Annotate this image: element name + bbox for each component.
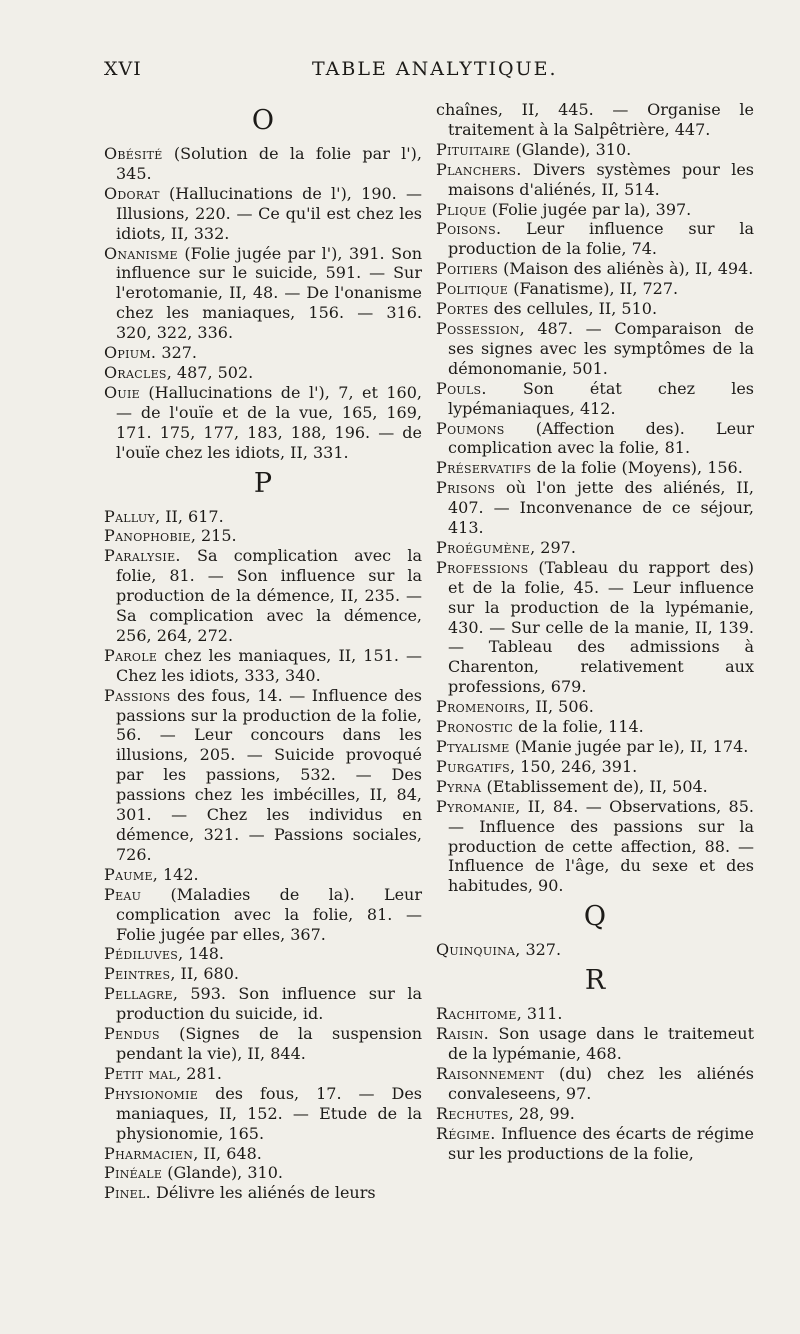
- entry-text: , 311.: [516, 1004, 563, 1024]
- entry-headword: Palluy: [104, 506, 156, 526]
- index-entry: [104, 1024, 422, 1064]
- entry-text: , 487. — Comparaison de ses signes avec les symptômes de la démonomanie, 501.: [448, 318, 754, 378]
- index-entry: [104, 1084, 422, 1144]
- entry-text: (Signes de la suspension pendant la vie), II, 844.: [116, 1024, 422, 1063]
- entry-text: Délivre les aliénés de leurs: [150, 1183, 376, 1203]
- entry-text: (Etablissement de), II, 504.: [481, 776, 708, 796]
- entry-text: Son usage dans le traitemeut de la lypémanie, 468.: [448, 1024, 754, 1063]
- index-entry: [104, 1144, 422, 1164]
- entry-text: , 150, 246, 391.: [510, 756, 638, 776]
- entry-text: (Folie jugée par l'), 391. Son influence sur le suicide, 591. — Sur l'erotomanie, II, 48. — De l'onanisme chez les maniaques, 156. — 316. 320, 322, 336.: [116, 243, 422, 343]
- entry-headword: Politique: [436, 279, 509, 299]
- entry-text: (Fanatisme), II, 727.: [508, 279, 679, 299]
- entry-headword: Promenoirs: [436, 697, 526, 717]
- entry-text: (Hallucinations de l'), 190. — Illusions, 220. — Ce qu'il est chez les idiots, II, 332.: [116, 183, 422, 243]
- section-letter: O: [251, 105, 275, 136]
- index-entry: [436, 777, 754, 797]
- entry-text: , II, 648.: [193, 1143, 262, 1163]
- index-entry: [436, 717, 754, 737]
- entry-text: (Solution de la folie par l'), 345.: [116, 144, 422, 183]
- entry-text: des fous, 17. — Des maniaques, II, 152. — Etude de la physionomie, 165.: [116, 1083, 422, 1143]
- entry-headword: Obésité: [104, 144, 163, 163]
- left-column: [104, 100, 422, 1203]
- index-entry: [436, 940, 754, 960]
- right-column: [436, 100, 754, 1163]
- index-entry: [436, 538, 754, 558]
- entry-text: de la folie (Moyens), 156.: [531, 458, 743, 478]
- entry-headword: Plique: [436, 199, 487, 219]
- entry-text: , 215.: [190, 526, 237, 546]
- entry-text: chaînes, II, 445. — Organise le traitement à la Salpêtrière, 447.: [436, 100, 754, 139]
- entry-headword: Onanisme: [104, 243, 178, 263]
- entry-text: , II, 680.: [170, 964, 239, 984]
- index-entry: [436, 100, 754, 140]
- index-entry: [104, 984, 422, 1024]
- index-entry: [436, 299, 754, 319]
- entry-headword: Peau: [104, 884, 142, 904]
- entry-text: (Maison des aliénès à), II, 494.: [498, 259, 754, 279]
- entry-headword: Passions: [104, 685, 171, 705]
- index-entry: [104, 244, 422, 344]
- entry-headword: Quinquina: [436, 940, 516, 960]
- index-entry: [104, 343, 422, 363]
- entry-headword: Parole: [104, 645, 158, 665]
- index-entry: [104, 363, 422, 383]
- entry-text: de la folie, 114.: [513, 717, 644, 737]
- index-entry: [436, 478, 754, 538]
- entry-text: (Folie jugée par la), 397.: [486, 199, 692, 219]
- entry-headword: Pyrna: [436, 776, 482, 796]
- entry-text: , 142.: [152, 864, 199, 884]
- entry-text: (Affection des). Leur complication avec la folie, 81.: [448, 418, 754, 458]
- section-letter: P: [253, 467, 273, 499]
- entry-headword: Purgatifs: [436, 756, 510, 776]
- entry-text: Influence des écarts de régime sur les productions de la folie,: [448, 1123, 754, 1163]
- section-letter: Q: [583, 901, 607, 933]
- entry-headword: Raisin.: [436, 1024, 490, 1044]
- entry-text: où l'on jette des aliénés, II, 407. — Inconvenance de ce séjour, 413.: [448, 478, 754, 538]
- running-head: [0, 58, 800, 88]
- entry-text: , II, 84. — Observations, 85. — Influence des passions sur la production de cette affection, 88. — Influence de l'âge, du sexe et des habitudes, 90.: [448, 796, 754, 896]
- index-entry: [436, 219, 754, 259]
- index-entry: [104, 526, 422, 546]
- entry-headword: Physionomie: [104, 1083, 199, 1103]
- entry-headword: Possession: [436, 318, 520, 338]
- entry-headword: Rachitome: [436, 1004, 517, 1024]
- entry-headword: Pellagre: [104, 984, 173, 1004]
- entry-headword: Oracles: [104, 362, 167, 382]
- entry-text: Leur influence sur la production de la folie, 74.: [448, 219, 754, 259]
- entry-text: , 28, 99.: [508, 1103, 575, 1123]
- entry-headword: Pyromanie: [436, 796, 516, 816]
- entry-headword: Opium.: [104, 343, 157, 363]
- index-entry: [104, 1163, 422, 1183]
- entry-text: (Hallucinations de l'), 7, et 160, — de l'ouïe et de la vue, 165, 169, 171. 175, 177, 183, 188, 196. — de l'ouïe chez les idiots, II, 331.: [116, 382, 422, 462]
- index-entry: [436, 797, 754, 897]
- index-entry: [436, 558, 754, 697]
- entry-headword: Pituitaire: [436, 139, 511, 159]
- index-entry: [104, 507, 422, 527]
- entry-text: , 593. Son influence sur la production du suicide, id.: [116, 984, 422, 1024]
- index-entry: [104, 686, 422, 865]
- index-entry: [436, 1064, 754, 1104]
- entry-text: , 297.: [530, 537, 576, 557]
- index-entry: [436, 737, 754, 757]
- section-letter: R: [584, 965, 606, 997]
- entry-headword: Ouie: [104, 382, 140, 402]
- entry-headword: Proégumène: [436, 537, 531, 557]
- entry-headword: Pinéale: [104, 1163, 163, 1183]
- entry-headword: Poisons.: [436, 219, 502, 239]
- entry-headword: Poumons: [436, 418, 505, 438]
- index-entry: [104, 865, 422, 885]
- entry-headword: Ptyalisme: [436, 737, 510, 756]
- entry-text: Son état chez les lypémaniaques, 412.: [448, 378, 754, 418]
- index-entry: [104, 646, 422, 686]
- index-entry: [104, 383, 422, 463]
- entry-text: (Glande), 310.: [510, 139, 632, 159]
- entry-headword: Pharmacien: [104, 1143, 194, 1163]
- index-entry: [104, 184, 422, 244]
- entry-text: des fous, 14. — Influence des passions sur la production de la folie, 56. — Leur concours dans les illusions, 205. — Suicide provoqué par les passions, 532. — Des passions chez les imbécilles, II, 84, 301. — Chez les individus en démence, 321. — Passions sociales, 726.: [116, 685, 422, 864]
- entry-text: , 327.: [515, 940, 562, 960]
- entry-headword: Prisons: [436, 478, 496, 498]
- index-entry: [436, 379, 754, 419]
- entry-headword: Poitiers: [436, 259, 499, 279]
- entry-headword: Portes: [436, 299, 489, 319]
- index-entry: [436, 1004, 754, 1024]
- entry-headword: Odorat: [104, 183, 160, 203]
- entry-text: (Tableau du rapport des) et de la folie, 45. — Leur influence sur la production de la lypémanie, 430. — Sur celle de la manie, II, 139. — Tableau des admissions à Charenton, relativement aux professions, 679.: [448, 557, 754, 697]
- running-title: TABLE ANALYTIQUE.: [312, 58, 558, 80]
- entry-headword: Régime.: [436, 1123, 496, 1143]
- index-entry: [104, 964, 422, 984]
- index-entry: [436, 757, 754, 777]
- entry-text: , II, 617.: [155, 506, 224, 526]
- entry-headword: Planchers.: [436, 159, 522, 179]
- entry-text: (du) chez les aliénés convaleseens, 97.: [448, 1063, 754, 1103]
- entry-text: 327.: [156, 343, 198, 363]
- entry-headword: Peintres: [104, 964, 171, 984]
- entry-headword: Professions: [436, 557, 529, 577]
- entry-headword: Pronostic: [436, 717, 514, 737]
- index-entry: [436, 419, 754, 459]
- entry-headword: Pinel.: [104, 1183, 151, 1203]
- index-entry: [104, 1064, 422, 1084]
- index-entry: [436, 160, 754, 200]
- index-entry: [436, 279, 754, 299]
- entry-headword: Paume: [104, 864, 153, 884]
- entry-headword: Préservatifs: [436, 458, 532, 478]
- entry-headword: Raisonnement: [436, 1063, 545, 1083]
- entry-headword: Rechutes: [436, 1103, 509, 1123]
- entry-headword: Pendus: [104, 1024, 160, 1044]
- index-entry: [436, 697, 754, 717]
- index-entry: [436, 200, 754, 220]
- entry-headword: Panophobie: [104, 526, 191, 546]
- entry-text: Sa complication avec la folie, 81. — Son influence sur la production de la démence, II, 235. — Sa complication avec la démence, 256, 264, 272.: [116, 546, 422, 645]
- page-number: XVI: [104, 58, 142, 80]
- entry-headword: Petit mal: [104, 1063, 177, 1083]
- index-entry: [104, 1183, 422, 1203]
- entry-text: , II, 506.: [525, 697, 594, 717]
- index-entry: [436, 319, 754, 379]
- index-entry: [436, 1124, 754, 1164]
- index-entry: [104, 944, 422, 964]
- entry-text: , 148.: [178, 944, 224, 964]
- entry-headword: Pédiluves: [104, 944, 179, 964]
- entry-headword: Paralysie.: [104, 546, 181, 566]
- entry-headword: Pouls.: [436, 378, 487, 398]
- entry-text: (Manie jugée par le), II, 174.: [509, 737, 749, 756]
- entry-text: chez les maniaques, II, 151. — Chez les idiots, 333, 340.: [116, 645, 422, 685]
- index-entry: [436, 1024, 754, 1064]
- entry-text: (Glande), 310.: [162, 1163, 283, 1183]
- entry-text: Divers systèmes pour les maisons d'aliénés, II, 514.: [448, 159, 754, 199]
- entry-text: des cellules, II, 510.: [488, 299, 658, 319]
- index-entry: [436, 458, 754, 478]
- entry-text: (Maladies de la). Leur complication avec la folie, 81. — Folie jugée par elles, 367.: [116, 884, 422, 944]
- index-entry: [104, 546, 422, 646]
- index-entry: [104, 144, 422, 184]
- entry-text: , 281.: [176, 1063, 222, 1083]
- entry-text: , 487, 502.: [166, 362, 254, 382]
- index-entry: [436, 1104, 754, 1124]
- index-entry: [436, 259, 754, 279]
- index-entry: [436, 140, 754, 160]
- index-entry: [104, 885, 422, 945]
